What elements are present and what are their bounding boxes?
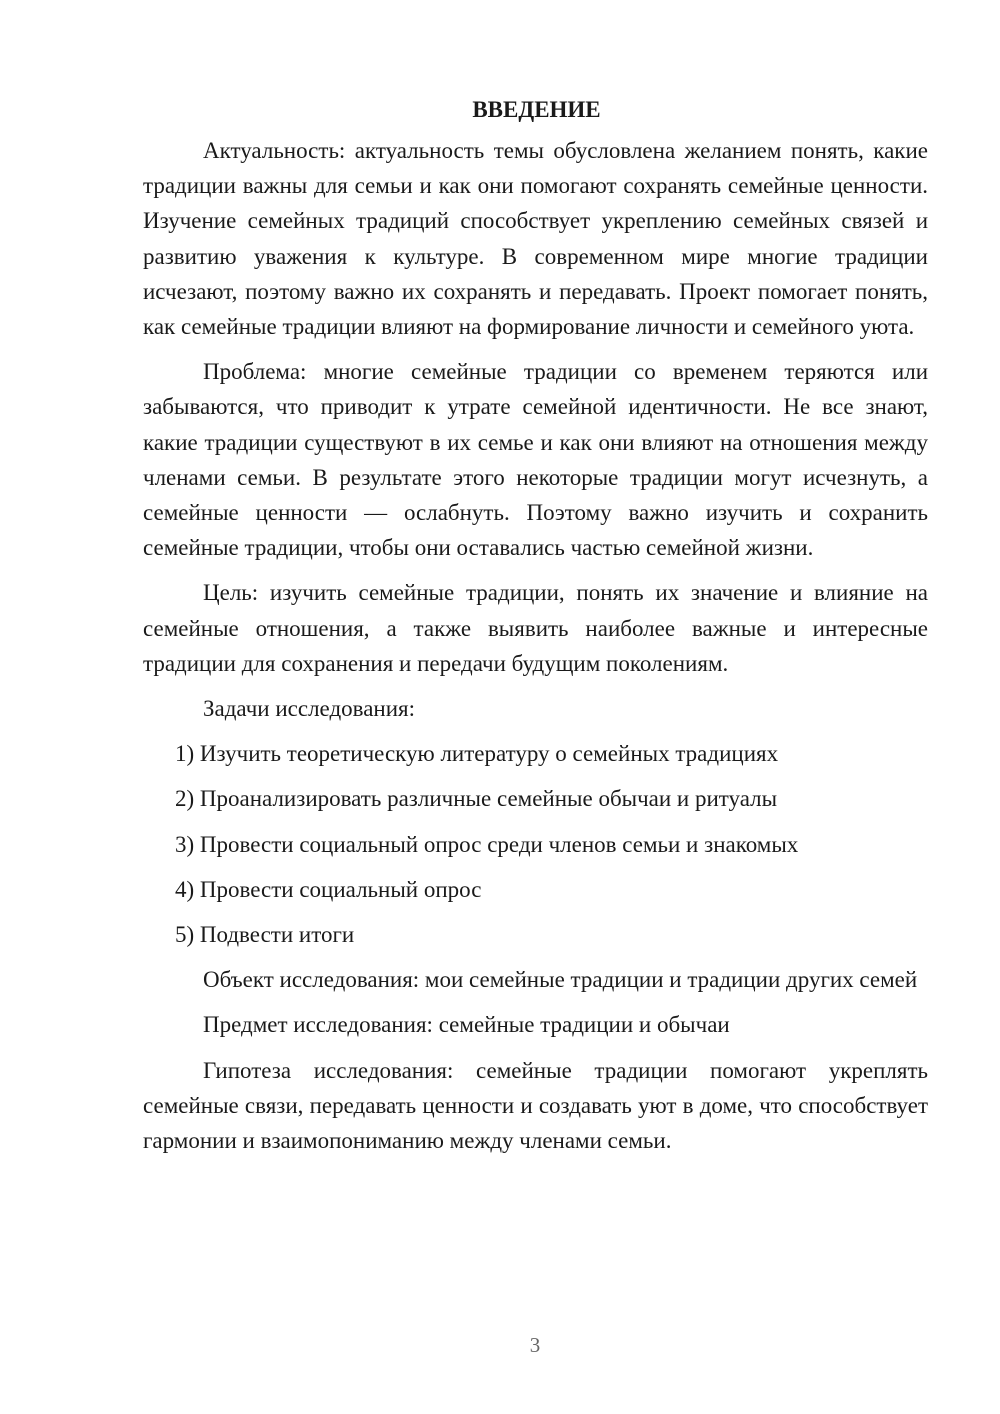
page-number: 3	[529, 1333, 541, 1357]
list-item: 2) Проанализировать различные семейные обычаи и ритуалы	[175, 786, 778, 812]
page-title: ВВЕДЕНИЕ	[472, 97, 601, 122]
list-item: 5) Подвести итоги	[175, 922, 355, 948]
tasks-heading: Задачи исследования:	[203, 696, 416, 722]
tasks-list	[143, 736, 928, 952]
page-content	[143, 92, 928, 1168]
paragraph-goal: Цель: изучить семейные традиции, понять их значение и влияние на семейные отношения, а также выявить наиболее важные и интересные традиции для сохранения и передачи будущим поколениям.	[143, 580, 928, 676]
paragraph-problem: Проблема: многие семейные традиции со временем теряются или забываются, что приводит к утрате семейной идентичности. Не все знают, какие традиции существуют в их семье и как они влияют на отношения между членами семьи. В результате этого некоторые традиции могут исчезнуть, а семейные ценности — ослабнуть. Поэтому важно изучить и сохранить семейные традиции, чтобы они оставались частью семейной жизни.	[143, 359, 928, 561]
list-item: 3) Провести социальный опрос среди членов семьи и знакомых	[175, 831, 799, 857]
paragraph-subject: Предмет исследования: семейные традиции и обычаи	[203, 1012, 730, 1038]
list-item: 1) Изучить теоретическую литературу о семейных традициях	[175, 741, 779, 767]
paragraph-relevance: Актуальность: актуальность темы обусловлена желанием понять, какие традиции важны для семьи и как они помогают сохранять семейные ценности. Изучение семейных традиций способствует укреплению семейных связей и развитию уважения к культуре. В современном мире многие традиции исчезают, поэтому важно их сохранять и передавать. Проект помогает понять, как семейные традиции влияют на формирование личности и семейного уюта.	[143, 138, 928, 340]
paragraph-hypothesis: Гипотеза исследования: семейные традиции помогают укреплять семейные связи, передавать ценности и создавать уют в доме, что способствует гармонии и взаимопониманию между членами семьи.	[143, 1057, 928, 1154]
list-item: 4) Провести социальный опрос	[175, 876, 482, 902]
paragraph-object: Объект исследования: мои семейные традиции и традиции других семей	[203, 967, 918, 993]
